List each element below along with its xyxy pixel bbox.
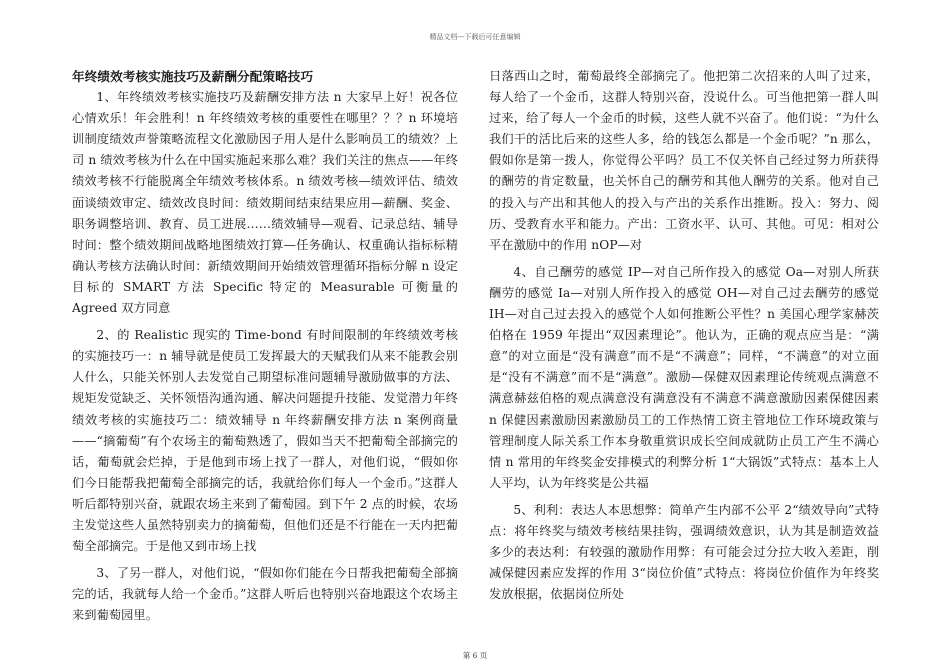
- paragraph-5: 5、利利：表达人本思想弊：简单产生内部不公平 2“绩效导向”式特点：将年终奖与绩效考核结果挂钩，强调绩效意识，认为其是制造效益多少的表达利：有较强的激励作用弊：有可能会过分拉大收入差距，削减保健因素应发挥的作用 3“岗位价值”式特点：将岗位价值作为年终奖发放根据，依据岗位所处: [489, 502, 879, 602]
- paragraph-1: 1、年终绩效考核实施技巧及薪酬安排方法 n 大家早上好！祝各位心情欢乐！年会胜利！n 年终绩效考核的重要性在哪里？？？n 环境培训制度绩效声誉策略流程文化激励因子用人是什么影响员工的绩效？上司 n 绩效考核为什么在中国实施起来那么难？我们关注的焦点——年终绩效考核不行能脱离全年绩效考核体系。n 绩效考核—绩效评估、绩效面谈绩效审定、绩效改良时间：绩效期间结束结果应用—薪酬、奖金、职务调整培训、教育、员工进展……绩效辅导—观看、记录总结、辅导时间：整个绩效期间战略地图绩效打算—任务确认、权重确认指标标精确认考核方法确认时间：新绩效期间开始绩效管理循环指标分解 n 设定目标的 SMART 方法 Specific 特定的 Measurable 可衡量的 Agreed 双方同意: [72, 90, 458, 316]
- right-column: [489, 66, 879, 605]
- paragraph-2: 2、的 Realistic 现实的 Time-bond 有时间限制的年终绩效考核的实施技巧一：n 辅导就是使员工发挥最大的天赋我们从来不能教会别人什么，只能关怀别人去发觉自己期望标准问题辅导激励做事的方法、规矩发觉缺乏、关怀领悟沟通沟通、解决问题提升技能、发觉潜力年终绩效考核的实施技巧二：绩效辅导 n 年终薪酬安排方法 n 案例商量——“摘葡萄”有个农场主的葡萄熟透了，假如当天不把葡萄全部摘完的话，葡萄就会烂掉，于是他到市场上找了一群人，对他们说，“假如你们今日能帮我把葡萄全部摘完的话，我就给你们每人一个金币。”这群人听后都特别兴奋，就跟农场主来到了葡萄园。到下午 2 点的时候，农场主发觉这些人虽然特别卖力的摘葡萄，但他们还是不行能在一天内把葡萄全部摘完。于是他又到市场上找: [72, 328, 458, 554]
- page-number: 第 6 页: [462, 651, 488, 660]
- paragraph-3: 3、了另一群人，对他们说，“假如你们能在今日帮我把葡萄全部摘完的话，我就每人给一个金币。”这群人听后也特别兴奋地跟这个农场主来到葡萄园里。: [72, 566, 458, 623]
- paragraph-4: 4、自己酬劳的感觉 IP—对自己所作投入的感觉 Oa—对别人所获酬劳的感觉 Ia—对别人所作投入的感觉 OH—对自己过去酬劳的感觉 IH—对自己过去投入的感觉个人如何推断公平性？n 美国心理学家赫茨伯格在 1959 年提出“双因素理论”。他认为，正确的观点应当是：“满意”的对立面是“没有满意”而不是“不满意”；同样，“不满意”的对立面是“没有不满意”而不是“满意”。激励—保健双因素理论传统观点满意不满意赫兹伯格的观点满意没有满意没有不满意不满意激励因素保健因素 n 保健因素激励因素激励员工的工作热情工资主管地位工作环境政策与管理制度人际关系工作本身敬重赏识成长空间成就防止员工产生不满心情 n 常用的年终奖金安排模式的利弊分析 1“大锅饭”式特点：基本上人人平均，认为年终奖是公共福: [489, 264, 879, 490]
- document-title: 年终绩效考核实施技巧及薪酬分配策略技巧: [72, 69, 314, 84]
- paragraph-3-continued: 日落西山之时，葡萄最终全部摘完了。他把第二次招来的人叫了过来，每人给了一个金币，这群人特别兴奋，没说什么。可当他把第一群人叫过来，给了每人一个金币的时候，这些人就不兴奋了。他们说：“为什么我们干的活比后来的这些人多，给的钱怎么都是一个金币呢？”n 那么，假如你是第一拨人，你觉得公平吗？员工不仅关怀自己经过努力所获得的酬劳的肯定数量，也关怀自己的酬劳和其他人酬劳的关系。他对自己的投入与产出和其他人的投入与产出的关系作出推断。投入：努力、阅历、受教育水平和能力。产出：工资水平、认可、其他。可见：相对公平在激励中的作用 nOP—对: [489, 69, 879, 252]
- page-header: 精品文档---下载后可任意编辑: [429, 33, 521, 41]
- left-column: [72, 66, 458, 626]
